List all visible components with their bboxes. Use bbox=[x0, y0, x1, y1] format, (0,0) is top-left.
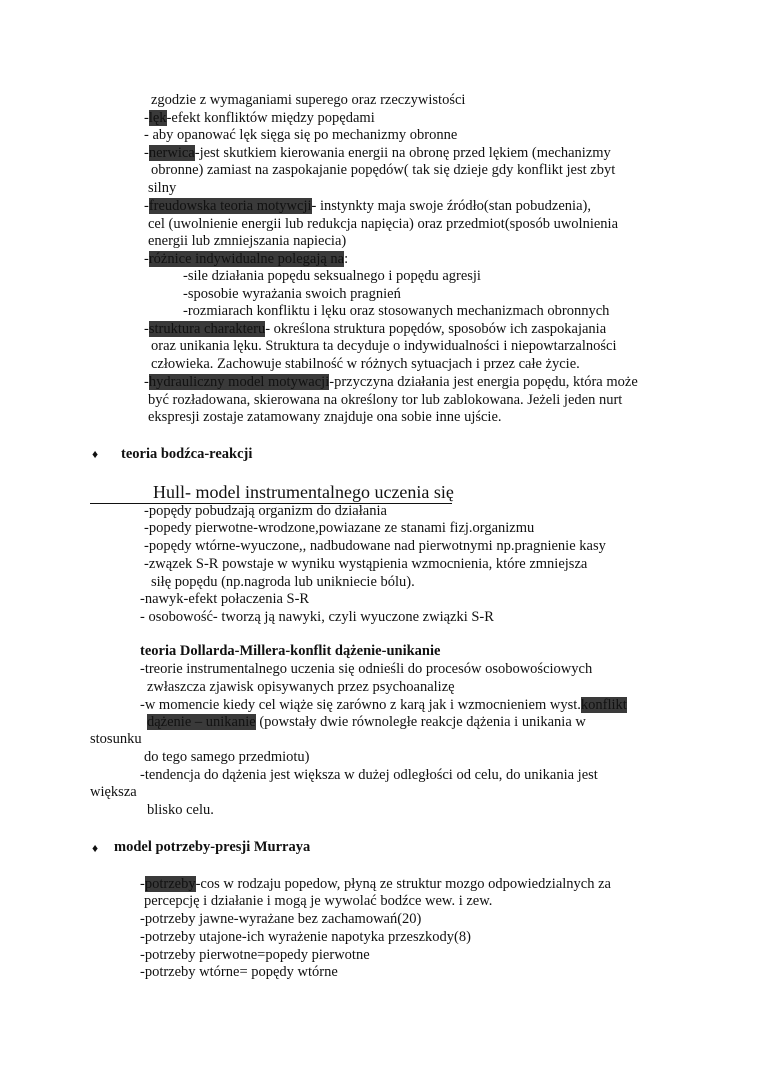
text-line: -zwązek S-R powstaje w wyniku wystąpienia wzmocnienia, które zmniejsza bbox=[144, 556, 588, 572]
highlighted-term: lęk bbox=[148, 110, 167, 126]
section-heading: model potrzeby-presji Murraya bbox=[114, 839, 311, 855]
section-heading: teoria bodźca-reakcji bbox=[121, 446, 253, 462]
text-line: -nawyk-efekt połaczenia S-R bbox=[140, 591, 310, 607]
text-line: percepcję i działanie i mogą je wywolać bodźce wew. i zew. bbox=[144, 893, 493, 909]
text-line: -potrzeby pierwotne=popedy pierwotne bbox=[140, 947, 370, 963]
highlighted-term: konflikt bbox=[580, 697, 627, 713]
text-line: ekspresji zostaje zatamowany znajduje ona sobie inne ujście. bbox=[148, 409, 502, 425]
text-line: - aby opanować lęk sięga się po mechanizmy obronne bbox=[144, 127, 458, 143]
text-line: zwłaszcza zjawisk opisywanych przez psychoanalizę bbox=[147, 679, 455, 695]
text-line: oraz unikania lęku. Struktura ta decyduje o indywidualności i niepowtarzalności bbox=[151, 338, 617, 354]
text-line: do tego samego przedmiotu) bbox=[144, 749, 310, 765]
text-line: dążenie – unikanie (powstały dwie równoległe reakcje dążenia i unikania w bbox=[147, 714, 586, 730]
text-line: -potrzeby jawne-wyrażane bez zachamowań(20) bbox=[140, 911, 422, 927]
text-line: -popędy wtórne-wyuczone,, nadbudowane nad pierwotnymi np.pragnienie kasy bbox=[144, 538, 606, 554]
text-line: -potrzeby-cos w rodzaju popedow, płyną ze struktur mozgo odpowiedzialnych za bbox=[140, 876, 611, 892]
text-line: zgodzie z wymaganiami superego oraz rzeczywistości bbox=[151, 92, 466, 108]
text-line: stosunku bbox=[90, 731, 142, 747]
text-line: energii lub zmniejszania napiecia) bbox=[148, 233, 347, 249]
text-line: -freudowska teoria motywcji- instynkty maja swoje źródło(stan pobudzenia), bbox=[144, 198, 591, 214]
highlighted-term: nerwica bbox=[148, 145, 195, 161]
diamond-bullet-icon: ♦ bbox=[92, 447, 99, 461]
text-line: silny bbox=[148, 180, 177, 196]
text-line: -sposobie wyrażania swoich pragnień bbox=[183, 286, 401, 302]
subsection-title: Hull- model instrumentalnego uczenia się bbox=[90, 481, 452, 504]
text-line: większa bbox=[90, 784, 137, 800]
text-line: obronne) zamiast na zaspokajanie popędów( tak się dzieje gdy konflikt jest zbyt bbox=[151, 162, 616, 178]
text-line: -popędy pobudzają organizm do działania bbox=[144, 503, 387, 519]
diamond-bullet-icon: ♦ bbox=[92, 841, 99, 855]
highlighted-term: hydrauliczny model motywacji bbox=[148, 374, 330, 390]
text-line: blisko celu. bbox=[147, 802, 214, 818]
text-line: człowieka. Zachowuje stabilność w różnych sytuacjach i przez całe życie. bbox=[151, 356, 580, 372]
text-line: -w momencie kiedy cel wiąże się zarówno z karą jak i wzmocnieniem wyst.konflikt bbox=[140, 697, 627, 713]
text-line: -rozmiarach konfliktu i lęku oraz stosowanych mechanizmach obronnych bbox=[183, 303, 610, 319]
highlighted-term: potrzeby bbox=[144, 876, 196, 892]
text-line: -potrzeby wtórne= popędy wtórne bbox=[140, 964, 338, 980]
text-line: siłę popędu (np.nagroda lub unikniecie bólu). bbox=[151, 574, 415, 590]
text-line: -popedy pierwotne-wrodzone,powiazane ze stanami fizj.organizmu bbox=[144, 520, 535, 536]
text-line: -sile działania popędu seksualnego i popędu agresji bbox=[183, 268, 481, 284]
text-line: -hydrauliczny model motywacji-przyczyna działania jest energia popędu, która może bbox=[144, 374, 638, 390]
highlighted-term: różnice indywidualne polegają na bbox=[148, 251, 345, 267]
text-line: -struktura charakteru- określona struktura popędów, sposobów ich zaspokajania bbox=[144, 321, 607, 337]
text-line: -potrzeby utajone-ich wyrażenie napotyka przeszkody(8) bbox=[140, 929, 471, 945]
highlighted-term: struktura charakteru bbox=[148, 321, 266, 337]
highlighted-term: freudowska teoria motywcji bbox=[148, 198, 312, 214]
text-line: - osobowość- tworzą ją nawyki, czyli wyuczone związki S-R bbox=[140, 609, 494, 625]
highlighted-term: dążenie – unikanie bbox=[147, 714, 256, 730]
text-line: -treorie instrumentalnego uczenia się odnieśli do procesów osobowościowych bbox=[140, 661, 593, 677]
text-line: -lęk-efekt konfliktów między popędami bbox=[144, 110, 375, 126]
text-line: być rozładowana, skierowana na określony tor lub zablokowana. Jeżeli jeden nurt bbox=[148, 392, 623, 408]
section-heading: teoria Dollarda-Millera-konflit dążenie-unikanie bbox=[140, 643, 441, 659]
text-line: -tendencja do dążenia jest większa w dużej odległości od celu, do unikania jest bbox=[140, 767, 598, 783]
text-line: -nerwica-jest skutkiem kierowania energii na obronę przed lękiem (mechanizmy bbox=[144, 145, 611, 161]
text-line: cel (uwolnienie energii lub redukcja napięcia) oraz przedmiot(sposób uwolnienia bbox=[148, 216, 619, 232]
text-line: -różnice indywidualne polegają na: bbox=[144, 251, 349, 267]
